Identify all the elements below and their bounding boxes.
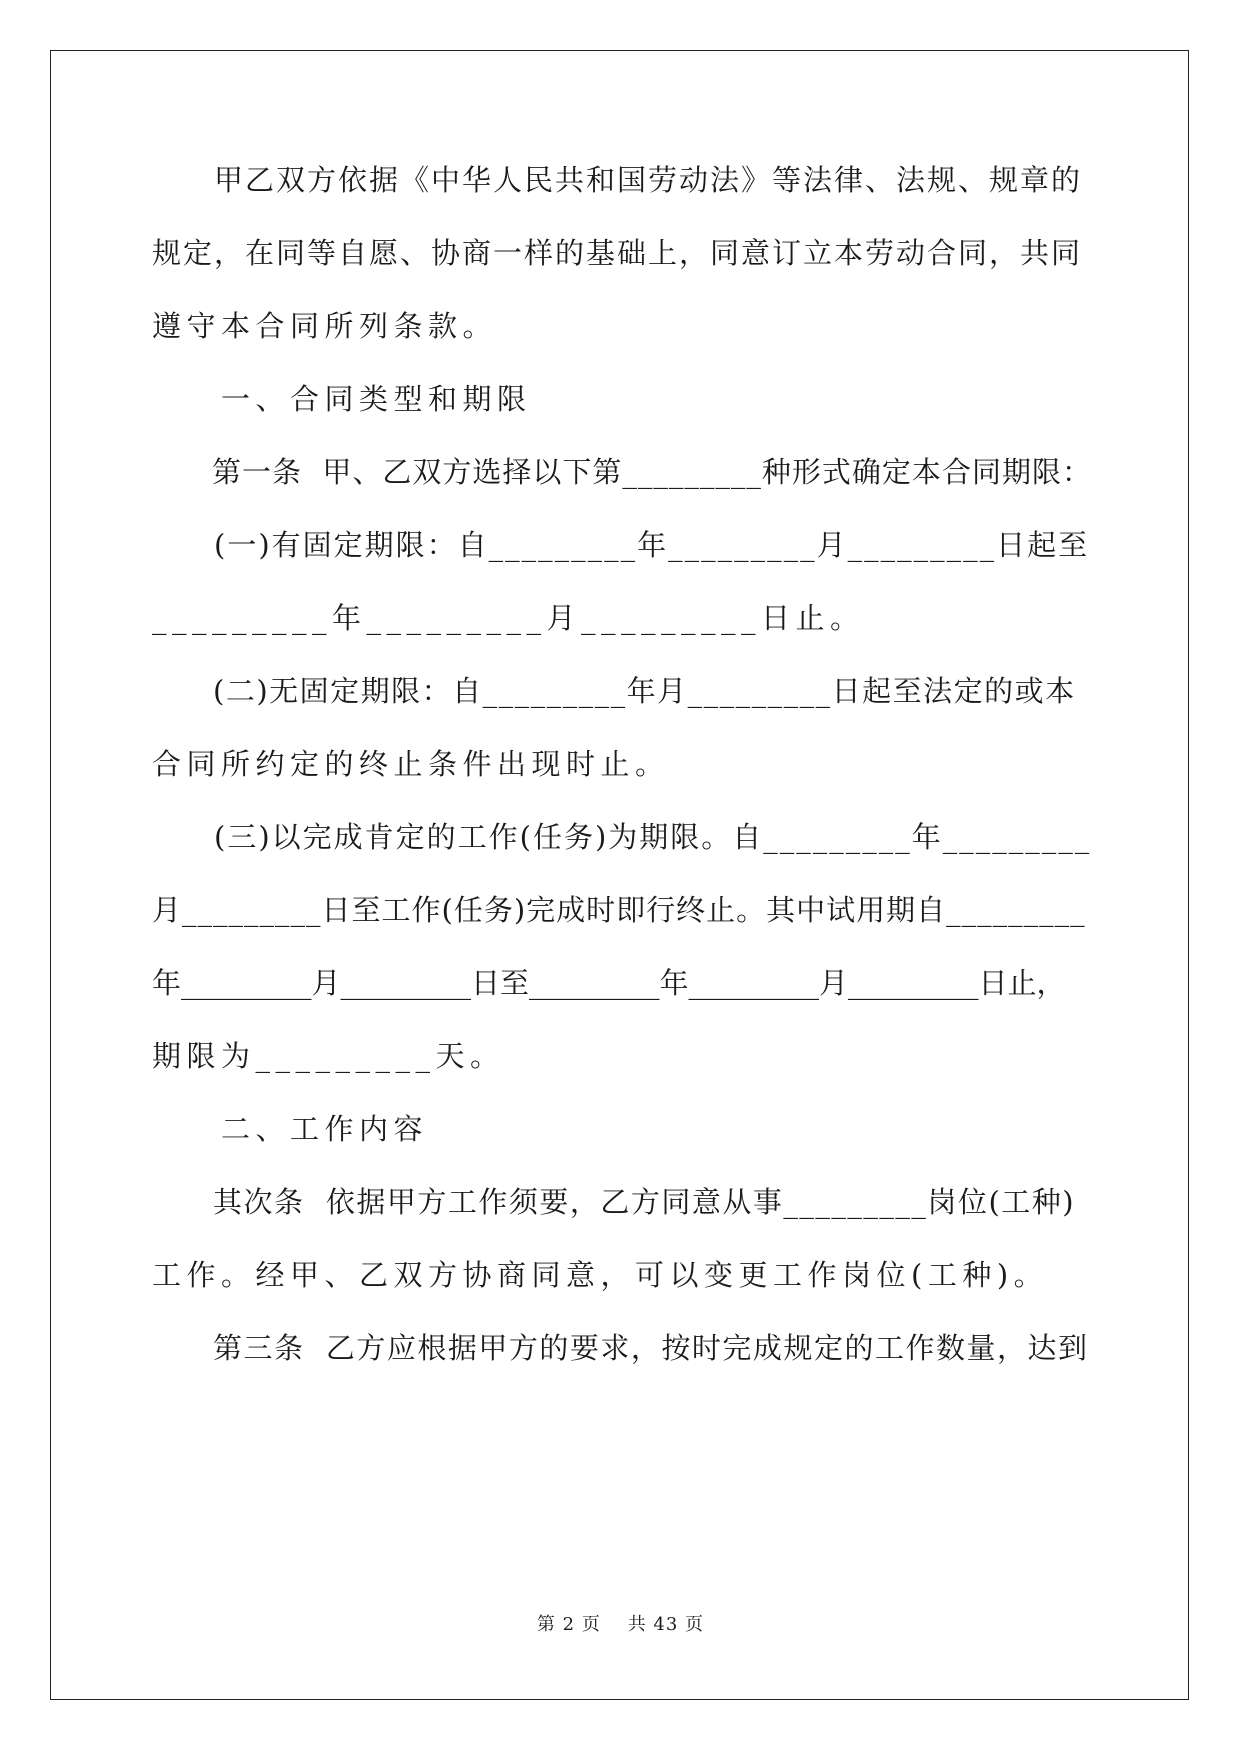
text-line: 年_________月_________日至_________年_________月_________日止，: [152, 966, 1066, 1000]
text-line: 第三条 乙方应根据甲方的要求，按时完成规定的工作数量，达到: [152, 1331, 1089, 1365]
page-number-footer: 第 2 页 共 43 页: [536, 1614, 705, 1635]
text-line: 第一条 甲、乙双方选择以下第_________种形式确定本合同期限：: [152, 455, 1092, 489]
text-line: 合同所约定的终止条件出现时止。: [152, 747, 670, 781]
text-line: 遵守本合同所列条款。: [152, 309, 498, 343]
text-line: 工作。经甲、乙双方协商同意，可以变更工作岗位(工种)。: [152, 1258, 1049, 1292]
text-line: 规定，在同等自愿、协商一样的基础上，同意订立本劳动合同，共同: [152, 236, 1083, 270]
text-line: (二)无固定期限：自_________年月_________日起至法定的或本: [152, 674, 1076, 708]
text-line: 期限为_________天。: [152, 1039, 505, 1073]
text-line: 甲乙双方依据《中华人民共和国劳动法》等法律、法规、规章的: [152, 163, 1083, 197]
text-line: _________年_________月_________日止。: [152, 601, 865, 635]
text-line: (一)有固定期限：自_________年_________月_________日起至: [152, 528, 1090, 562]
text-line: 月_________日至工作(任务)完成时即行终止。其中试用期自_________: [152, 893, 1086, 927]
text-line: (三)以完成肯定的工作(任务)为期限。自_________年_________: [152, 820, 1092, 854]
section-heading: 一、合同类型和期限: [152, 382, 532, 416]
section-heading: 二、工作内容: [152, 1112, 429, 1146]
text-line: 其次条 依据甲方工作须要，乙方同意从事_________岗位(工种): [152, 1185, 1076, 1219]
page-frame: [50, 50, 1189, 1700]
